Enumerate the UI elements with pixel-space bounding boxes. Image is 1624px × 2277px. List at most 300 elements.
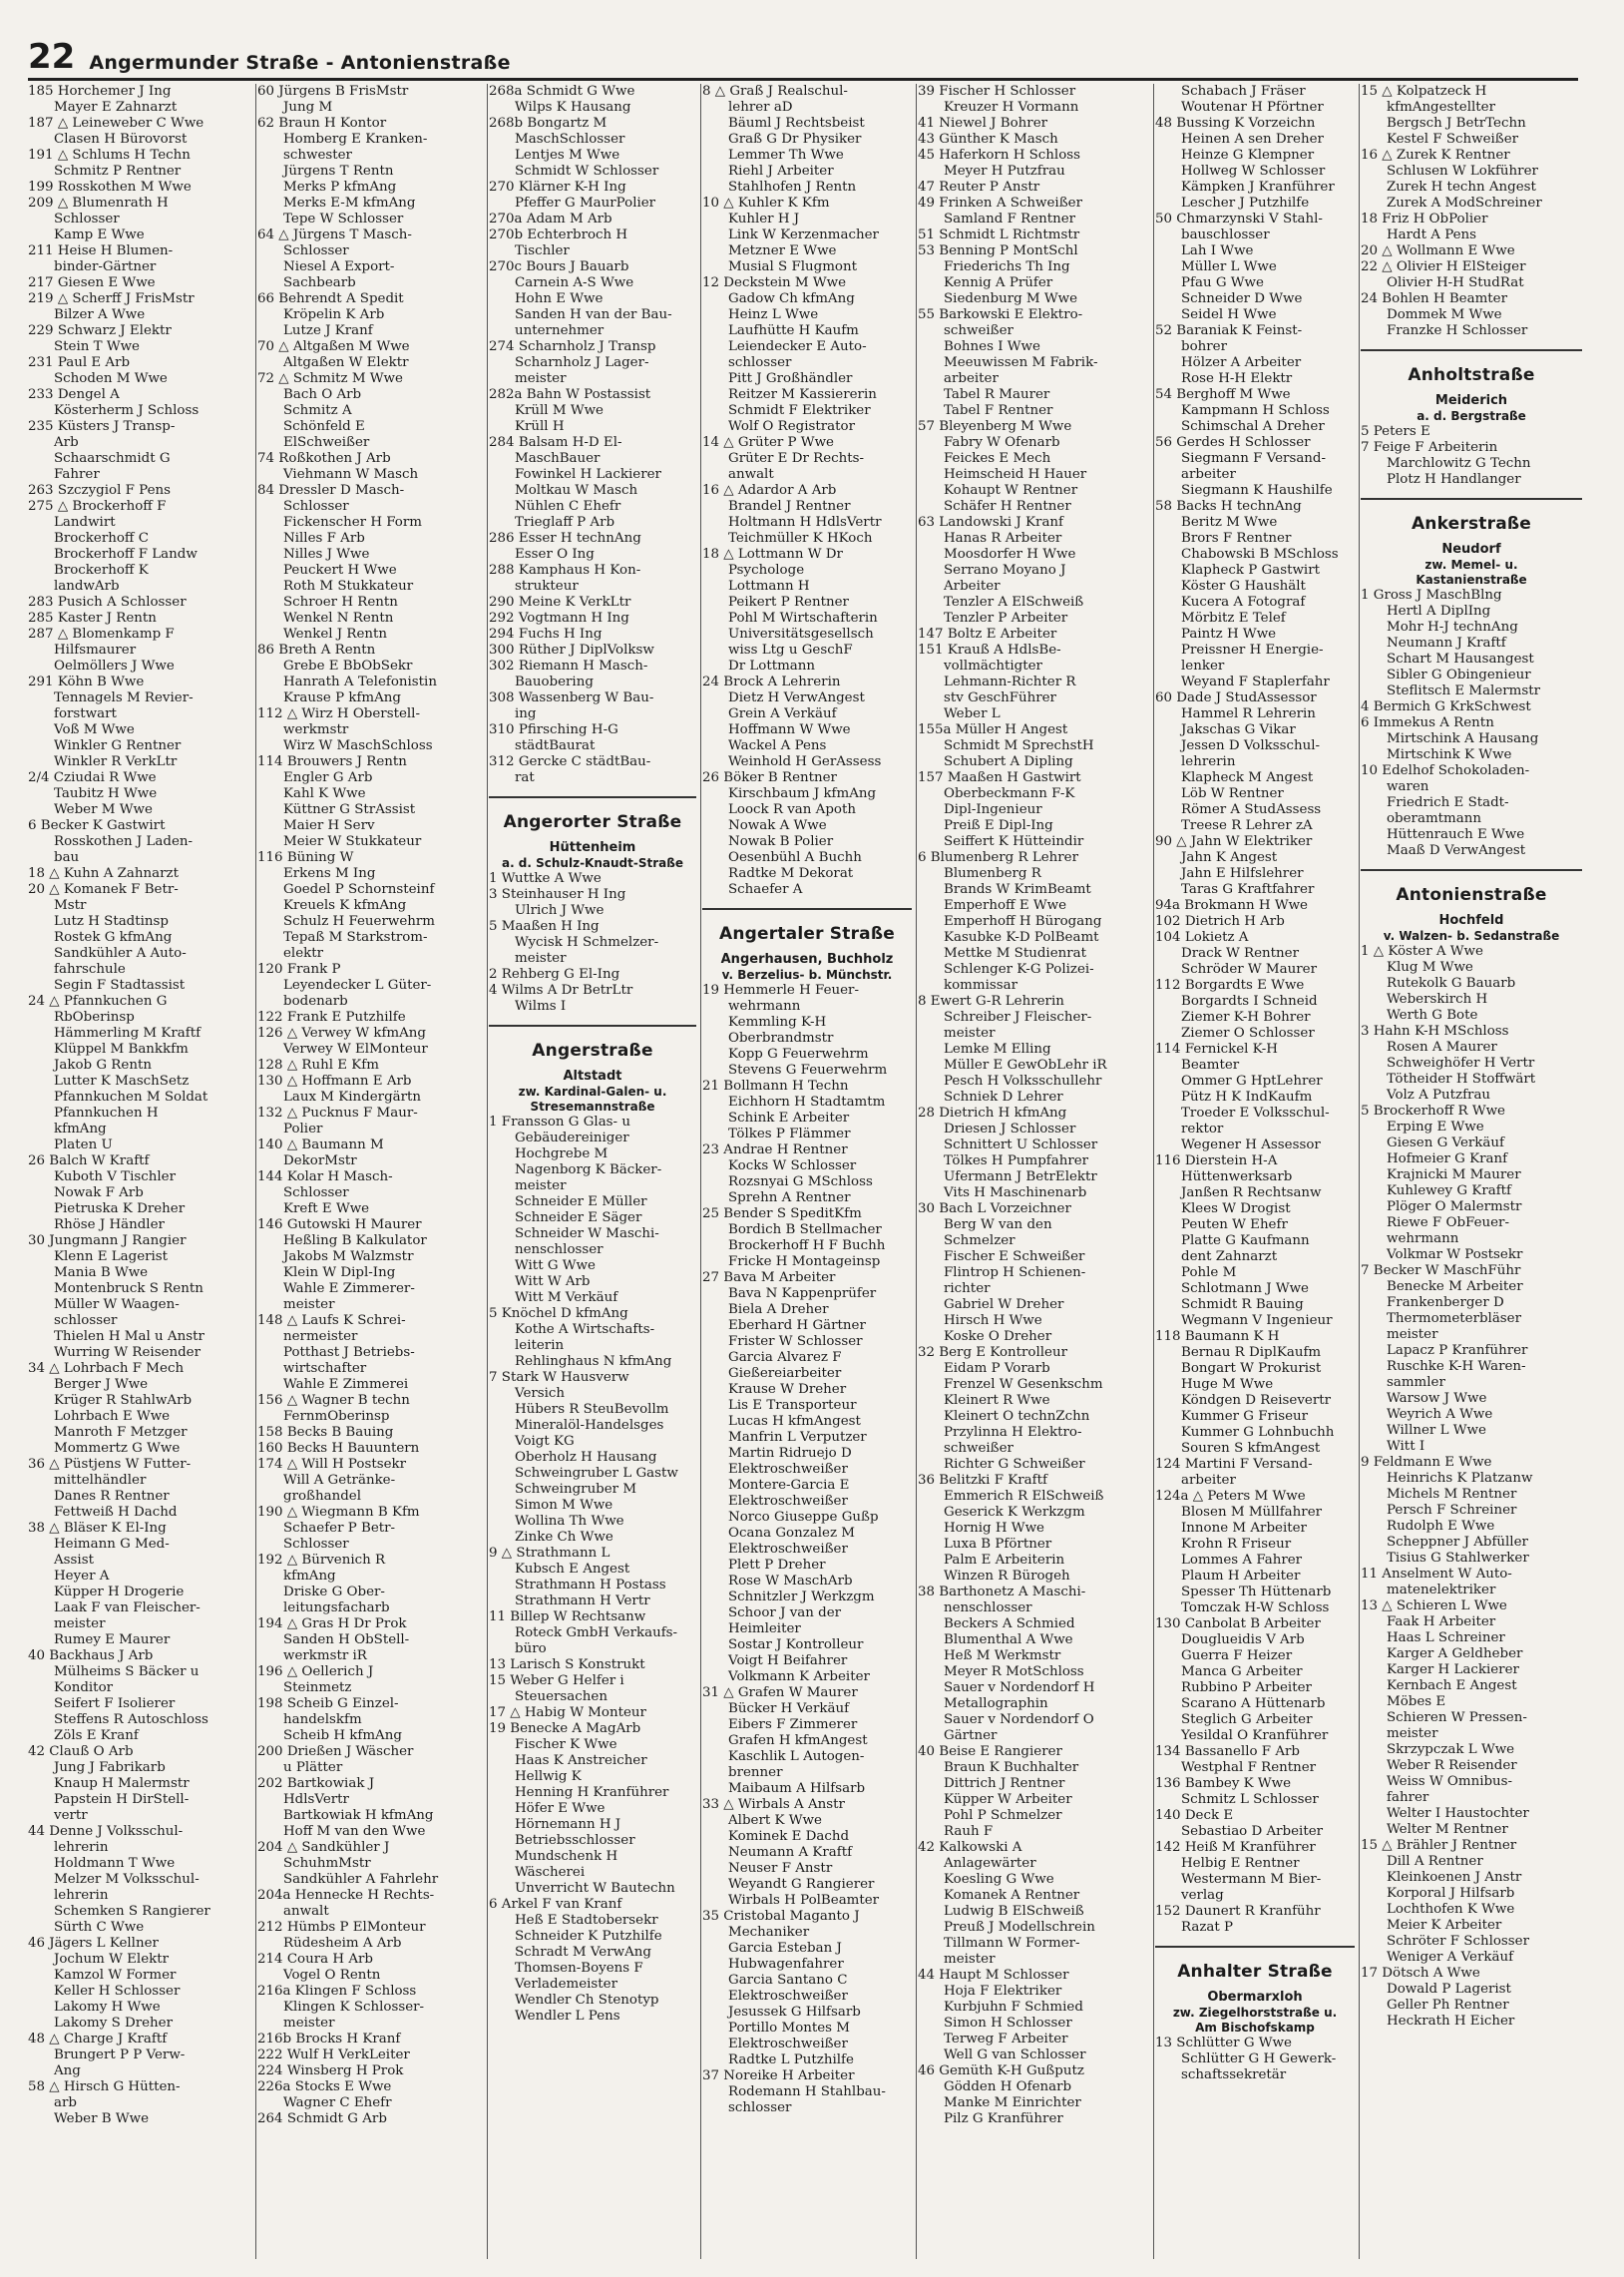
resident-line: Neumann A Kraftf	[728, 1845, 853, 1860]
address-entry: 174 △ Will H Postsekr	[257, 1457, 407, 1472]
address-entry: 42 Kalkowski A	[918, 1840, 1022, 1855]
resident-line: Terweg F Arbeiter	[944, 2032, 1068, 2047]
address-entry: 18 △ Lottmann W Dr	[702, 547, 843, 562]
resident-line: wirtschafter	[283, 1361, 367, 1376]
resident-line: Hanrath A Telefonistin	[283, 675, 437, 689]
resident-line: Kahl K Wwe	[283, 786, 366, 801]
resident-line: Fettweiß H Dachd	[54, 1505, 178, 1520]
resident-line: Wycisk H Schmelzer-	[515, 935, 659, 950]
address-entry: 270 Klärner K-H Ing	[489, 180, 626, 195]
resident-line: Kothe A Wirtschafts-	[515, 1322, 655, 1337]
resident-line: Vits H Maschinenarb	[944, 1185, 1087, 1200]
resident-line: Westphal F Rentner	[1181, 1760, 1317, 1775]
address-entry: 224 Winsberg H Prok	[257, 2063, 404, 2078]
address-entry: 222 Wulf H VerkLeiter	[257, 2048, 410, 2062]
resident-line: elektr	[283, 946, 324, 961]
resident-line: Wenkel J Rentn	[283, 627, 388, 642]
resident-line: Ommer G HptLehrer	[1181, 1074, 1323, 1089]
resident-line: Lakomy S Dreher	[54, 2016, 174, 2031]
address-entry: 5 Maaßen H Ing	[489, 919, 600, 934]
address-entry: 90 △ Jahn W Elektriker	[1155, 834, 1313, 849]
resident-line: Heimscheid H Hauer	[944, 467, 1087, 482]
resident-line: Homberg E Kranken-	[283, 132, 428, 147]
resident-line: Rostek G kfmAng	[54, 930, 173, 945]
resident-line: Frenzel W Gesenkschm	[944, 1377, 1103, 1392]
resident-line: Löb W Rentner	[1181, 786, 1284, 801]
resident-line: Krüger R StahlwArb	[54, 1393, 193, 1408]
resident-line: Wirbals H PolBeamter	[728, 1893, 880, 1908]
resident-line: Bartkowiak H kfmAng	[283, 1808, 434, 1823]
resident-line: Simon H Schlosser	[944, 2016, 1072, 2031]
resident-line: anwalt	[728, 467, 774, 482]
resident-line: strukteur	[515, 579, 579, 594]
resident-line: Volz A Putzfrau	[1387, 1088, 1491, 1103]
address-entry: 209 △ Blumenrath H	[28, 196, 169, 211]
section-divider	[1155, 1946, 1355, 1948]
address-entry: 49 Frinken A Schweißer	[918, 196, 1082, 211]
resident-line: waren	[1387, 779, 1429, 794]
resident-line: Eidam P Vorarb	[944, 1361, 1050, 1376]
resident-line: Tölkes H Pumpfahrer	[944, 1153, 1089, 1168]
resident-line: Wenkel N Rentn	[283, 611, 394, 626]
resident-line: Hoja F Elektriker	[944, 1984, 1062, 1999]
resident-line: arbeiter	[944, 371, 999, 386]
resident-line: Dill A Rentner	[1387, 1854, 1483, 1869]
resident-line: Luxa B Pförtner	[944, 1537, 1052, 1552]
resident-line: Hübers R SteuBevollm	[515, 1402, 669, 1417]
resident-line: Papstein H DirStell-	[54, 1792, 190, 1807]
resident-line: Pfannkuchen H	[54, 1106, 159, 1121]
street-heading: Anhalter Straße	[1177, 1962, 1333, 1982]
resident-line: Rehlinghaus N kfmAng	[515, 1354, 672, 1369]
resident-line: Pilz G Kranführer	[944, 2111, 1063, 2126]
resident-line: Tepaß M Starkstrom-	[283, 930, 428, 945]
resident-line: matenelektriker	[1387, 1583, 1496, 1597]
resident-line: Kamzol W Former	[54, 1968, 177, 1983]
resident-line: Jahn K Angest	[1181, 850, 1278, 865]
resident-line: kfmAng	[283, 1569, 336, 1584]
address-entry: 46 Gemüth K-H Gußputz	[918, 2063, 1084, 2078]
resident-line: Rose H-H Elektr	[1181, 371, 1293, 386]
resident-line: Flintrop H Schienen-	[944, 1265, 1086, 1280]
resident-line: Rozsnyai G MSchloss	[728, 1174, 873, 1189]
resident-line: Pohl P Schmelzer	[944, 1808, 1062, 1823]
resident-line: Tabel R Maurer	[944, 387, 1050, 402]
resident-line: Schart M Hausangest	[1387, 652, 1534, 667]
resident-line: rektor	[1181, 1122, 1224, 1137]
resident-line: Konditor	[54, 1680, 114, 1695]
resident-line: Grebe E BbObSekr	[283, 659, 413, 674]
resident-line: Kampmann H Schloss	[1181, 403, 1330, 418]
resident-line: Bohnes I Wwe	[944, 339, 1040, 354]
resident-line: Laux M Kindergärtn	[283, 1090, 422, 1105]
street-range-note: a. d. Schulz-Knaudt-Straße	[501, 856, 684, 870]
address-entry: 33 △ Wirbals A Anstr	[702, 1797, 845, 1812]
resident-line: werkmstr iR	[283, 1648, 367, 1663]
resident-line: Weber B Wwe	[54, 2111, 149, 2126]
street-heading: Angerstraße	[532, 1041, 653, 1061]
resident-line: Metzner E Wwe	[728, 243, 837, 258]
resident-line: Heß M Werkmstr	[944, 1648, 1061, 1663]
resident-line: RbOberinsp	[54, 1010, 135, 1025]
address-entry: 120 Frank P	[257, 962, 341, 977]
resident-line: Hölzer A Arbeiter	[1181, 355, 1302, 370]
resident-line: meister	[54, 1616, 106, 1631]
resident-line: Wahle E Zimmerei	[283, 1377, 409, 1392]
resident-line: Schneider K Putzhilfe	[515, 1929, 662, 1944]
resident-line: Will A Getränke-	[283, 1473, 396, 1488]
address-entry: 32 Berg E Kontrolleur	[918, 1345, 1068, 1360]
resident-line: Siegmann F Versand-	[1181, 451, 1327, 466]
page-number: 22	[28, 37, 76, 77]
address-entry: 128 △ Ruhl E Kfm	[257, 1058, 379, 1073]
address-entry: 9 Feldmann E Wwe	[1361, 1455, 1492, 1470]
address-entry: 66 Behrendt A Spedit	[257, 291, 404, 306]
resident-line: ing	[515, 706, 537, 721]
resident-line: Roteck GmbH Verkaufs-	[515, 1625, 678, 1640]
resident-line: Woutenar H Pförtner	[1181, 100, 1324, 115]
address-entry: 219 △ Scherff J FrisMstr	[28, 291, 195, 306]
address-entry: 156 △ Wagner B techn	[257, 1393, 410, 1408]
resident-line: Ziemer O Schlosser	[1181, 1026, 1315, 1041]
resident-line: Klug M Wwe	[1387, 960, 1473, 975]
resident-line: Bäuml J Rechtsbeist	[728, 116, 865, 131]
resident-line: Kreft E Wwe	[283, 1201, 370, 1216]
resident-line: Klüppel M Bankkfm	[54, 1042, 189, 1057]
resident-line: Berger J Wwe	[54, 1377, 149, 1392]
resident-line: lenker	[1181, 659, 1225, 674]
resident-line: Eberhard H Gärtner	[728, 1318, 866, 1333]
resident-line: Peuckert H Wwe	[283, 563, 397, 578]
resident-line: Jochum W Elektr	[54, 1952, 170, 1967]
resident-line: Krohn R Friseur	[1181, 1537, 1292, 1552]
resident-line: Elektroschweißer	[728, 1989, 848, 2004]
resident-line: Klapheck M Angest	[1181, 770, 1314, 785]
resident-line: Schroer H Rentn	[283, 595, 398, 610]
street-heading: Angerorter Straße	[503, 812, 682, 832]
resident-line: Link W Kerzenmacher	[728, 228, 879, 242]
resident-line: lehrerin	[54, 1888, 109, 1903]
resident-line: meister	[283, 2016, 335, 2031]
address-entry: 268b Bongartz M	[489, 116, 608, 131]
address-entry: 13 Larisch S Konstrukt	[489, 1657, 645, 1672]
address-entry: 26 Böker B Rentner	[702, 770, 837, 785]
address-entry: 6 Arkel F van Kranf	[489, 1897, 622, 1912]
resident-line: Graß G Dr Physiker	[728, 132, 862, 147]
address-entry: 53 Benning P MontSchl	[918, 243, 1078, 258]
address-entry: 130 Canbolat B Arbeiter	[1155, 1616, 1321, 1631]
resident-line: Mayer E Zahnarzt	[54, 100, 178, 115]
address-entry: 132 △ Pucknus F Maur-	[257, 1106, 418, 1121]
resident-line: Universitätsgesellsch	[728, 627, 874, 642]
resident-line: Höfer E Wwe	[515, 1801, 606, 1816]
resident-line: Seifert F Isolierer	[54, 1696, 176, 1711]
address-entry: 284 Balsam H-D El-	[489, 435, 622, 450]
address-entry: 124a △ Peters M Wwe	[1155, 1489, 1306, 1504]
resident-line: Klingen K Schlosser-	[283, 2000, 425, 2015]
resident-line: Biela A Dreher	[728, 1302, 829, 1317]
resident-line: Lapacz P Kranführer	[1387, 1343, 1528, 1358]
resident-line: Kuboth V Tischler	[54, 1169, 176, 1184]
resident-line: Seidel H Wwe	[1181, 307, 1277, 322]
resident-line: Serrano Moyano J	[944, 563, 1066, 578]
district-name: Neudorf	[1441, 542, 1501, 557]
resident-line: schweißer	[944, 323, 1014, 338]
directory-column-3	[489, 84, 701, 2259]
resident-line: Schmidt W Schlosser	[515, 164, 659, 179]
resident-line: Möbes E	[1387, 1694, 1446, 1709]
address-entry: 270c Bours J Bauarb	[489, 259, 629, 274]
address-entry: 48 Bussing K Vorzeichn	[1155, 116, 1316, 131]
resident-line: Assist	[54, 1553, 94, 1568]
resident-line: Ocana Gonzalez M	[728, 1526, 855, 1541]
address-entry: 217 Giesen E Wwe	[28, 275, 156, 290]
resident-line: Metallographin	[944, 1696, 1048, 1711]
resident-line: forstwart	[54, 706, 117, 721]
address-entry: 56 Gerdes H Schlosser	[1155, 435, 1311, 450]
resident-line: Witt W Arb	[515, 1274, 591, 1289]
resident-line: Merks P kfmAng	[283, 180, 397, 195]
address-entry: 20 △ Wollmann E Wwe	[1361, 243, 1515, 258]
resident-line: Oberbrandmstr	[728, 1031, 834, 1046]
resident-line: Krajnicki M Maurer	[1387, 1167, 1521, 1182]
resident-line: Korporal J Hilfsarb	[1387, 1886, 1515, 1901]
resident-line: Pohl M Wirtschafterin	[728, 611, 878, 626]
resident-line: lehrerin	[54, 1840, 109, 1855]
directory-column-4	[702, 84, 917, 2259]
address-entry: 190 △ Wiegmann B Kfm	[257, 1505, 420, 1520]
resident-line: Köster G Haushält	[1181, 579, 1306, 594]
resident-line: Klees W Drogist	[1181, 1201, 1291, 1216]
resident-line: Brockerhoff F Landw	[54, 547, 198, 562]
resident-line: Oelmöllers J Wwe	[54, 659, 175, 674]
resident-line: Faak H Arbeiter	[1387, 1614, 1496, 1629]
resident-line: Anlagewärter	[944, 1856, 1036, 1871]
resident-line: Schönfeld E	[283, 419, 365, 434]
resident-line: Schlusen W Lokführer	[1387, 164, 1538, 179]
resident-line: Feickes E Mech	[944, 451, 1051, 466]
address-entry: 14 △ Grüter P Wwe	[702, 435, 834, 450]
address-entry: 142 Heiß M Kranführer	[1155, 1840, 1316, 1855]
resident-line: Psychologe	[728, 563, 805, 578]
resident-line: Weyandt G Rangierer	[728, 1877, 875, 1892]
resident-line: Kämpken J Kranführer	[1181, 180, 1335, 195]
resident-line: Warsow J Wwe	[1387, 1391, 1487, 1406]
resident-line: Ruschke K-H Waren-	[1387, 1359, 1526, 1374]
resident-line: Polier	[283, 1122, 323, 1137]
resident-line: Fowinkel H Lackierer	[515, 467, 661, 482]
resident-line: Hardt A Pens	[1387, 228, 1477, 242]
resident-line: Betriebsschlosser	[515, 1833, 635, 1848]
address-entry: 231 Paul E Arb	[28, 355, 131, 370]
address-entry: 60 Dade J StudAssessor	[1155, 690, 1317, 705]
resident-line: Lescher J Putzhilfe	[1181, 196, 1310, 211]
resident-line: Tölkes P Flämmer	[728, 1127, 851, 1141]
resident-line: Bilzer A Wwe	[54, 307, 146, 322]
resident-line: Palm E Arbeiterin	[944, 1553, 1065, 1568]
resident-line: Meyer R MotSchloss	[944, 1664, 1084, 1679]
resident-line: Elektroschweißer	[728, 1494, 848, 1509]
address-entry: 116 Dierstein H-A	[1155, 1153, 1278, 1168]
resident-line: Pohle M	[1181, 1265, 1237, 1280]
resident-line: Holdmann T Wwe	[54, 1856, 176, 1871]
resident-line: Jung J Fabrikarb	[54, 1760, 166, 1775]
resident-line: Neumann J Kraftf	[1387, 636, 1506, 651]
resident-line: Riewe F ObFeuer-	[1387, 1215, 1509, 1230]
address-entry: 18 Friz H ObPolier	[1361, 212, 1488, 227]
address-entry: 70 △ Altgaßen M Wwe	[257, 339, 410, 354]
resident-line: vollmächtigter	[944, 659, 1042, 674]
address-entry: 287 △ Blomenkamp F	[28, 627, 175, 642]
address-entry: 285 Kaster J Rentn	[28, 611, 157, 626]
resident-line: Kucera A Fotograf	[1181, 595, 1306, 610]
resident-line: Oberbeckmann F-K	[944, 786, 1075, 801]
address-entry: 44 Denne J Volksschul-	[28, 1824, 184, 1839]
resident-line: Voigt H Beifahrer	[728, 1653, 848, 1668]
resident-line: Thermometerbläser	[1387, 1311, 1522, 1326]
resident-line: Karger H Lackierer	[1387, 1662, 1519, 1677]
address-entry: 2 Rehberg G El-Ing	[489, 967, 620, 982]
resident-line: städtBaurat	[515, 738, 596, 753]
resident-line: Jakschas G Vikar	[1181, 722, 1296, 737]
address-entry: 202 Bartkowiak J	[257, 1776, 375, 1791]
resident-line: Sauer v Nordendorf H	[944, 1680, 1095, 1695]
resident-line: Elektroschweißer	[728, 1462, 848, 1477]
resident-line: Wilps K Hausang	[515, 100, 631, 115]
address-entry: 102 Dietrich H Arb	[1155, 914, 1285, 929]
resident-line: Tillmann W Former-	[944, 1936, 1080, 1951]
resident-line: Tepe W Schlosser	[283, 212, 404, 227]
address-entry: 118 Baumann K H	[1155, 1329, 1280, 1344]
resident-line: Hornig H Wwe	[944, 1521, 1044, 1536]
page-header	[28, 30, 1578, 81]
address-entry: 64 △ Jürgens T Masch-	[257, 228, 412, 242]
resident-line: Hertl A DiplIng	[1387, 604, 1491, 619]
address-entry: 54 Berghoff M Wwe	[1155, 387, 1291, 402]
address-entry: 4 Bermich G KrkSchwest	[1361, 699, 1531, 714]
resident-line: Weber M Wwe	[54, 802, 153, 817]
resident-line: Carnein A-S Wwe	[515, 275, 634, 290]
address-entry: 16 △ Adardor A Arb	[702, 483, 837, 498]
resident-line: Ulrich J Wwe	[515, 903, 605, 918]
resident-line: Volkmar W Postsekr	[1387, 1247, 1523, 1262]
resident-line: Maibaum A Hilfsarb	[728, 1781, 866, 1796]
resident-line: Moosdorfer H Wwe	[944, 547, 1076, 562]
resident-line: Fabry W Ofenarb	[944, 435, 1060, 450]
resident-line: Schneider W Maschi-	[515, 1226, 659, 1241]
address-entry: 5 Peters E	[1361, 424, 1430, 439]
address-entry: 6 Becker K Gastwirt	[28, 818, 166, 833]
address-entry: 114 Brouwers J Rentn	[257, 754, 407, 769]
resident-line: Kestel F Schweißer	[1387, 132, 1519, 147]
address-entry: 270a Adam M Arb	[489, 212, 612, 227]
address-entry: 3 Hahn K-H MSchloss	[1361, 1024, 1509, 1039]
resident-line: Henning H Kranführer	[515, 1785, 669, 1800]
resident-line: Winkler G Rentner	[54, 738, 182, 753]
address-entry: 19 Benecke A MagArb	[489, 1721, 641, 1736]
resident-line: Brockerhoff C	[54, 531, 149, 546]
resident-line: Sachbearb	[283, 275, 356, 290]
resident-line: Stein T Wwe	[54, 339, 140, 354]
resident-line: Segin F Stadtassist	[54, 978, 186, 993]
resident-line: Koske O Dreher	[944, 1329, 1052, 1344]
resident-line: Kubsch E Angest	[515, 1562, 630, 1577]
address-entry: 6 Blumenberg R Lehrer	[918, 850, 1079, 865]
resident-line: Drack W Rentner	[1181, 946, 1299, 961]
resident-line: Hochgrebe M	[515, 1146, 609, 1161]
resident-line: Tisius G Stahlwerker	[1387, 1551, 1529, 1566]
resident-line: fahrschule	[54, 962, 126, 977]
resident-line: leitungsfacharb	[283, 1600, 390, 1615]
address-entry: 288 Kamphaus H Kon-	[489, 563, 641, 578]
address-entry: 26 Balch W Kraftf	[28, 1153, 150, 1168]
address-entry: 5 Brockerhoff R Wwe	[1361, 1104, 1505, 1119]
resident-line: Albert K Wwe	[728, 1813, 822, 1828]
resident-line: Dittrich J Rentner	[944, 1776, 1065, 1791]
resident-line: Schmidt R Bauing	[1181, 1297, 1304, 1312]
resident-line: vertr	[54, 1808, 88, 1823]
address-entry: 124 Martini F Versand-	[1155, 1457, 1313, 1472]
resident-line: Kleinert R Wwe	[944, 1393, 1050, 1408]
resident-line: Gebäudereiniger	[515, 1131, 629, 1145]
resident-line: Bücker H Verkäuf	[728, 1701, 850, 1716]
resident-line: Schnittert U Schlosser	[944, 1138, 1098, 1152]
resident-line: Garcia Esteban J	[728, 1941, 842, 1956]
resident-line: schlosser	[728, 2100, 792, 2115]
address-entry: 2/4 Cziudai R Wwe	[28, 770, 157, 785]
address-entry: 47 Reuter P Anstr	[918, 180, 1040, 195]
street-range-note: a. d. Bergstraße	[1417, 409, 1526, 423]
resident-line: Witt G Wwe	[515, 1258, 596, 1273]
address-entry: 294 Fuchs H Ing	[489, 627, 603, 642]
resident-line: Oesenbühl A Buchh	[728, 850, 862, 865]
address-entry: 274 Scharnholz J Transp	[489, 339, 656, 354]
resident-line: Versich	[515, 1386, 566, 1401]
section-divider	[1361, 869, 1582, 871]
resident-line: Stahlhofen J Rentn	[728, 180, 857, 195]
resident-line: Lah I Wwe	[1181, 243, 1254, 258]
resident-line: Schlosser	[283, 1185, 349, 1200]
resident-line: Weber R Reisender	[1387, 1758, 1517, 1773]
resident-line: Simon M Wwe	[515, 1498, 613, 1513]
resident-line: Preissner H Energie-	[1181, 643, 1324, 658]
resident-line: Guerra F Heizer	[1181, 1648, 1293, 1663]
resident-line: Sebastiao D Arbeiter	[1181, 1824, 1324, 1839]
address-entry: 291 Köhn B Wwe	[28, 675, 145, 689]
district-name: Altstadt	[563, 1069, 622, 1084]
resident-line: Gärtner	[944, 1728, 998, 1743]
resident-line: Frankenberger D	[1387, 1295, 1504, 1310]
resident-line: Kennig A Prüfer	[944, 275, 1053, 290]
resident-line: Huge M Wwe	[1181, 1377, 1274, 1392]
resident-line: Janßen R Rechtsanw	[1181, 1185, 1322, 1200]
address-entry: 41 Niewel J Bohrer	[918, 116, 1048, 131]
address-entry: 62 Braun H Kontor	[257, 116, 387, 131]
resident-line: Beckers A Schmied	[944, 1616, 1075, 1631]
resident-line: Benecke M Arbeiter	[1387, 1279, 1523, 1294]
address-entry: 134 Bassanello F Arb	[1155, 1744, 1300, 1759]
address-entry: 157 Maaßen H Gastwirt	[918, 770, 1081, 785]
resident-line: Pesch H Volksschullehr	[944, 1074, 1102, 1089]
resident-line: Jessen D Volksschul-	[1181, 738, 1321, 753]
resident-line: Frister W Schlosser	[728, 1334, 863, 1349]
resident-line: Weyand F Staplerfahr	[1181, 675, 1330, 689]
resident-line: Ang	[54, 2063, 81, 2078]
address-entry: 24 Brock A Lehrerin	[702, 675, 841, 689]
resident-line: Spesser Th Hüttenarb	[1181, 1585, 1332, 1599]
resident-line: Hoff M van den Wwe	[283, 1824, 426, 1839]
resident-line: Plaum H Arbeiter	[1181, 1569, 1301, 1584]
